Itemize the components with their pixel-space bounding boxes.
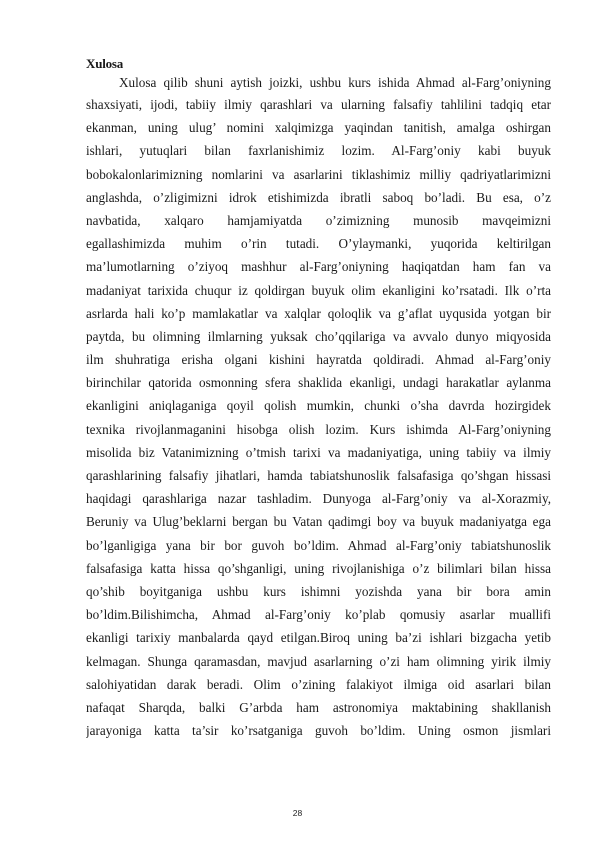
text-line: ishlari, yutuqlari bilan faxrlanishimiz lozim. Al-Farg’oniy kabi buyuk <box>86 143 551 159</box>
text-line: egallashimizda muhim o’rin tutadi. O’ylaymanki, yuqorida keltirilgan <box>86 236 551 252</box>
text-line: qarashlarining falsafiy jihatlari, hamda tabiatshunoslik falsafasiga qo’shgan hissasi <box>86 468 551 483</box>
text-line: ekanligini aniqlaganiga qoyil qolish mumkin, chunki o’sha davrda hozirgidek <box>86 398 551 414</box>
text-line: bo’ldim.Bilishimcha, Ahmad al-Farg’oniy ko’plab qomusiy asarlar muallifi <box>86 607 551 623</box>
text-line: shaxsiyati, ijodi, tabiiy ilmiy qarashlari va ularning falsafiy tahlilini tadqiq etar <box>86 97 551 112</box>
text-line: birinchilar qatorida osmonning sfera shaklida ekanligi, undagi harakatlar aylanma <box>86 375 551 391</box>
text-line: ilm shuhratiga erisha olgani kishini hayratda qoldiradi. Ahmad al-Farg’oniy <box>86 352 551 368</box>
text-line: ma’lumotlarning o’ziyoq mashhur al-Farg’oniyning haqiqatdan ham fan va <box>86 259 551 275</box>
text-line: haqidagi qarashlariga nazar tashladim. Dunyoga al-Farg’oniy va al-Xorazmiy, <box>86 491 551 507</box>
text-line: paytda, bu olimning ilmlarning yuksak cho’qqilariga va avvalo dunyo miqyosida <box>86 328 551 344</box>
text-line: qo’shib boyitganiga ushbu kurs ishimni yozishda yana bir bora amin <box>86 583 551 599</box>
text-line: ekanman, uning ulug’ nomini xalqimizga yaqindan tanitish, amalga oshirgan <box>86 120 551 136</box>
text-line: texnika rivojlanmaganini hisobga olish lozim. Kurs ishimda Al-Farg’oniyning <box>86 421 551 437</box>
body-text <box>86 72 551 742</box>
text-line: kelmagan. Shunga qaramasdan, mavjud asarlarning o’zi ham olimning yirik ilmiy <box>86 653 551 669</box>
text-line: bobokalonlarimizning nomlarini va asarlarini tiklashimiz milliy qadriyatlarimizni <box>86 166 551 182</box>
section-heading: Xulosa <box>86 56 124 71</box>
text-line: falsafasiga katta hissa qo’shganligi, uning rivojlanishiga o’z bilimlari bilan hissa <box>86 560 551 576</box>
text-line: bo’lganligiga yana bir bor guvoh bo’ldim. Ahmad al-Farg’oniy tabiatshunoslik <box>86 537 551 553</box>
text-line: Xulosa qilib shuni aytish joizki, ushbu kurs ishida Ahmad al-Farg’oniyning <box>119 75 551 90</box>
text-line: navbatida, xalqaro hamjamiyatda o’zimizning munosib mavqeimizni <box>86 212 551 228</box>
page-number: 28 <box>292 808 303 818</box>
text-line: ekanligi tarixiy manbalarda qayd etilgan.Biroq uning ba’zi ishlari bizgacha yetib <box>86 630 551 646</box>
text-line: salohiyatidan darak beradi. Olim o’zining falakiyot ilmiga oid asarlari bilan <box>86 676 551 692</box>
text-line: madaniyat tarixida chuqur iz qoldirgan buyuk olim ekanligini ko’rsatadi. Ilk o’rta <box>86 282 551 298</box>
document-page <box>86 56 551 742</box>
text-line: Beruniy va Ulug’beklarni bergan bu Vatan qadimgi boy va buyuk madaniyatga ega <box>86 514 551 530</box>
text-line: nafaqat Sharqda, balki G’arbda ham astronomiya maktabining shakllanish <box>86 699 551 715</box>
text-line: asrlarda hali ko’p mamlakatlar va xalqlar qoloqlik va g’aflat uyqusida yotgan bir <box>86 305 551 321</box>
text-line: misolida biz Vatanimizning o’tmish tarixi va madaniyatiga, uning tabiiy va ilmiy <box>86 444 551 460</box>
text-line: jarayoniga katta ta’sir ko’rsatganiga guvoh bo’ldim. Uning osmon jismlari <box>86 723 551 739</box>
text-line: anglashda, o’zligimizni idrok etishimizda ibratli saboq bo’ladi. Bu esa, o’z <box>86 189 551 205</box>
